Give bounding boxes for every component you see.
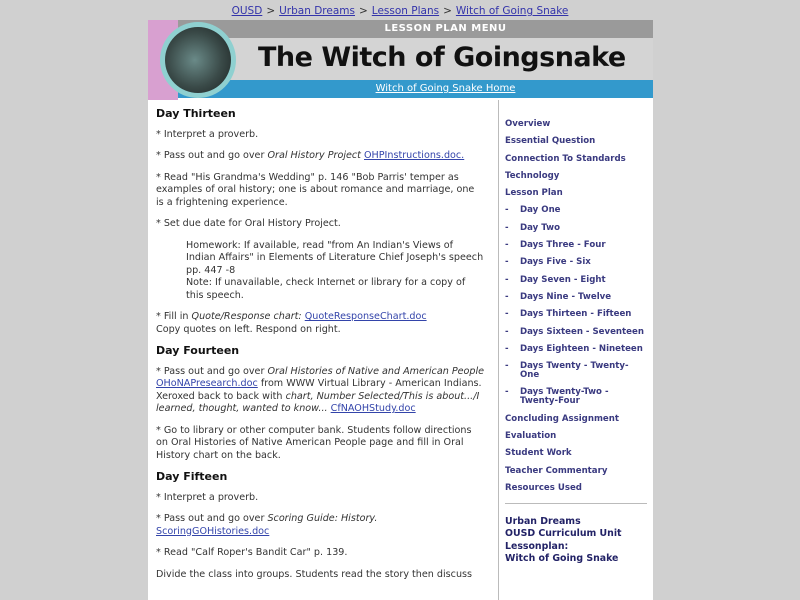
- sidebar-item-day-seven-eight[interactable]: [505, 276, 647, 285]
- sidebar-item-resources-used[interactable]: Resources Used: [505, 482, 582, 493]
- dash: -: [505, 291, 509, 302]
- sidebar-item-evaluation[interactable]: Evaluation: [505, 431, 557, 442]
- lesson-plan-menu-label: LESSON PLAN MENU: [178, 20, 653, 38]
- unit-line: Lessonplan:: [505, 540, 569, 552]
- sidebar-item-concluding-assignment[interactable]: Concluding Assignment: [505, 413, 619, 424]
- paragraph: [156, 513, 485, 538]
- sidebar-item-days-five-six[interactable]: [505, 258, 647, 267]
- text: * Fill in: [156, 311, 192, 322]
- sidebar-nav: [498, 100, 653, 600]
- dash: -: [505, 205, 509, 216]
- home-link[interactable]: Witch of Going Snake Home: [375, 83, 516, 94]
- text-italic: Quote/Response chart:: [191, 311, 302, 322]
- label: Days Eighteen - Nineteen: [520, 343, 643, 354]
- label: Day Two: [520, 222, 561, 233]
- dash: -: [505, 222, 509, 233]
- text: * Pass out and go over: [156, 365, 268, 377]
- dash: -: [505, 257, 509, 268]
- ohonap-research-link[interactable]: OHoNAPresearch.doc: [156, 378, 258, 389]
- text-italic: Oral History Project: [267, 150, 361, 161]
- scoring-histories-link[interactable]: ScoringGOHistories.doc: [156, 525, 270, 537]
- sidebar-item-overview[interactable]: Overview: [505, 119, 551, 129]
- paragraph: [156, 366, 485, 416]
- label: Days Twenty - Twenty-One: [520, 361, 629, 381]
- ohp-instructions-link[interactable]: OHPInstructions.doc.: [364, 150, 465, 161]
- breadcrumb-separator: >: [358, 5, 368, 17]
- sidebar-item-teacher-commentary[interactable]: Teacher Commentary: [505, 465, 608, 476]
- label: Days Thirteen - Fifteen: [520, 309, 632, 320]
- paragraph: * Read "His Grandma's Wedding" p. 146 "Bob Parris' temper as examples of oral history; one is about romance and marriage, one is a frightening experience.: [156, 171, 475, 208]
- sidebar-item-essential-question[interactable]: Essential Question: [505, 136, 596, 147]
- cfnaoh-study-link[interactable]: CfNAOHStudy.doc: [330, 403, 416, 414]
- label: Days Three - Four: [520, 240, 606, 251]
- text-italic: Scoring Guide: History.: [267, 513, 378, 524]
- paragraph: * Read "Calf Roper's Bandit Car" p. 139.: [156, 547, 348, 558]
- sidebar-item-technology[interactable]: Technology: [505, 170, 560, 181]
- sidebar-item-connection-to-standards[interactable]: Connection To Standards: [505, 153, 626, 164]
- label: Day One: [520, 205, 561, 216]
- dash: -: [505, 326, 509, 337]
- breadcrumb-lesson-plans[interactable]: Lesson Plans: [371, 5, 440, 17]
- dash: -: [505, 361, 509, 372]
- page-container: [148, 20, 653, 600]
- avatar-photo: [165, 27, 231, 93]
- breadcrumb-urban-dreams[interactable]: Urban Dreams: [279, 5, 355, 17]
- page-title: The Witch of Goingsnake: [258, 42, 626, 73]
- breadcrumb-witch-of-going-snake[interactable]: Witch of Going Snake: [455, 5, 569, 17]
- unit-info: [505, 516, 647, 565]
- quote-response-chart-link[interactable]: QuoteResponseChart.doc: [304, 311, 427, 322]
- homework-note: [186, 240, 485, 303]
- text-italic: Oral Histories of Native and American People: [267, 365, 485, 377]
- breadcrumb-separator: >: [266, 5, 276, 17]
- breadcrumb-ousd[interactable]: OUSD: [231, 5, 263, 17]
- day-thirteen-heading: Day Thirteen: [156, 107, 236, 120]
- dash: -: [505, 240, 509, 251]
- sidebar-item-day-one[interactable]: [505, 206, 647, 215]
- sidebar-item-days-twenty-twenty-one[interactable]: [505, 362, 647, 380]
- breadcrumb: [0, 5, 800, 17]
- paragraph: * Go to library or other computer bank. Students follow directions on Oral Histories of Native American People page and fill in Oral History chart on the back.: [156, 424, 472, 461]
- day-fourteen-heading: Day Fourteen: [156, 344, 240, 357]
- homework-text: Homework: If available, read "from An Indian's Views of Indian Affairs" in Elements of Literature Chief Joseph's speech pp. 447 -8: [186, 239, 484, 276]
- sidebar-item-days-sixteen-seventeen[interactable]: [505, 328, 647, 337]
- text: from WWW Virtual Library - American Indians. Xeroxed back to back with: [156, 378, 482, 402]
- label: Day Seven - Eight: [520, 274, 606, 285]
- sidebar-item-days-twenty-two-twenty-four[interactable]: [505, 388, 647, 406]
- paragraph: * Interpret a proverb.: [156, 128, 259, 140]
- main-content: [148, 100, 493, 596]
- paragraph: Divide the class into groups. Students read the story then discuss: [156, 568, 473, 580]
- paragraph: * Interpret a proverb.: [156, 491, 259, 503]
- text: * Pass out and go over: [156, 513, 268, 524]
- unit-line: Witch of Going Snake: [505, 552, 619, 564]
- dash: -: [505, 309, 509, 320]
- label: Days Twenty-Two - Twenty-Four: [520, 387, 609, 407]
- dash: -: [505, 343, 509, 354]
- sidebar-item-lesson-plan[interactable]: Lesson Plan: [505, 188, 563, 199]
- text-italic: chart, Number Selected/This is about.../I learned, thought, wanted to know...: [156, 390, 480, 414]
- text: * Pass out and go over: [156, 150, 268, 161]
- sidebar-item-student-work[interactable]: Student Work: [505, 448, 572, 459]
- home-link-bar: [178, 80, 653, 98]
- label: Days Sixteen - Seventeen: [520, 326, 644, 337]
- paragraph: * Set due date for Oral History Project.: [156, 218, 341, 229]
- avatar: [160, 22, 236, 98]
- sidebar-item-days-three-four[interactable]: [505, 241, 647, 250]
- paragraph: [156, 150, 485, 163]
- label: Days Nine - Twelve: [520, 291, 612, 302]
- sidebar-item-days-nine-twelve[interactable]: [505, 293, 647, 302]
- dash: -: [505, 387, 509, 398]
- unit-line: Urban Dreams: [505, 515, 581, 527]
- paragraph: [156, 311, 485, 336]
- sidebar-item-day-two[interactable]: [505, 224, 647, 233]
- note-text: Note: If unavailable, check Internet or library for a copy of this speech.: [186, 277, 466, 301]
- unit-line: OUSD Curriculum Unit: [505, 528, 622, 540]
- sidebar-divider: [505, 503, 647, 504]
- day-fifteen-heading: Day Fifteen: [156, 470, 228, 483]
- sidebar-item-days-eighteen-nineteen[interactable]: [505, 345, 647, 354]
- label: Days Five - Six: [520, 257, 591, 268]
- title-bar: [178, 38, 653, 80]
- sidebar-item-days-thirteen-fifteen[interactable]: [505, 310, 647, 319]
- header: [148, 20, 653, 100]
- dash: -: [505, 274, 509, 285]
- breadcrumb-separator: >: [443, 5, 452, 17]
- text: Copy quotes on left. Respond on right.: [156, 323, 341, 335]
